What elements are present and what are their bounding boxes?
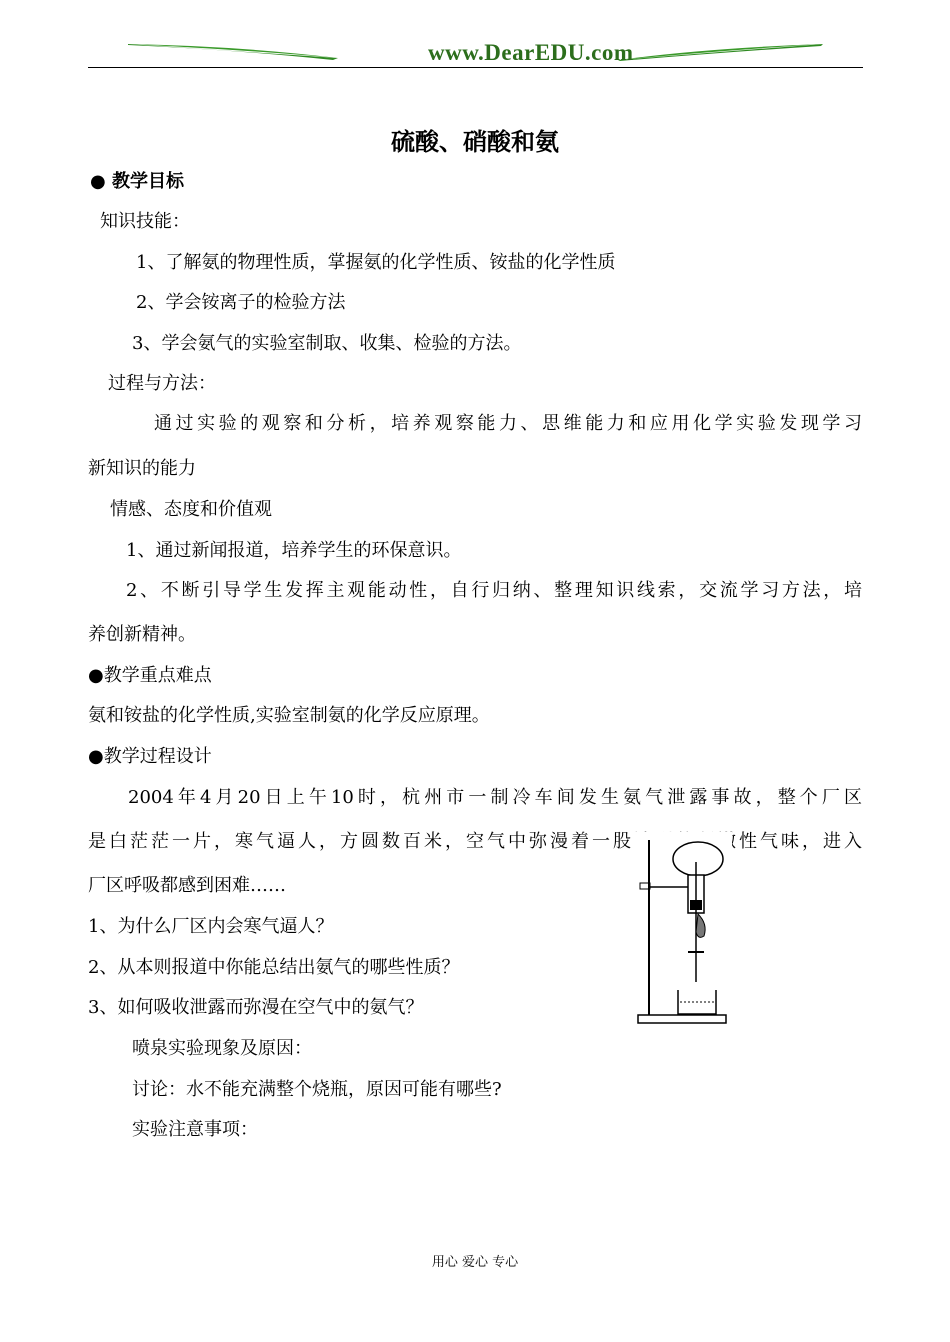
process-design-heading: ●教学过程设计 — [88, 746, 212, 767]
page-title: 硫酸、硝酸和氨 — [391, 128, 559, 156]
process-text: 通过实验的观察和分析，培养观察能力、思维能力和应用化学实验发现学习 — [154, 413, 862, 434]
fountain-label: 喷泉实验现象及原因： — [132, 1038, 312, 1059]
question-item: 1、为什么厂区内会寒气逼人？ — [88, 916, 334, 937]
objectives-heading: ● 教学目标 — [90, 171, 184, 192]
emotion-item-continued: 养创新精神。 — [88, 624, 196, 645]
emotion-label: 情感、态度和价值观 — [110, 499, 272, 520]
question-item: 3、如何吸收泄露而弥漫在空气中的氨气？ — [88, 997, 424, 1018]
site-logo[interactable]: www.DearEDU.com — [428, 40, 634, 65]
question-item: 2、从本则报道中你能总结出氨气的哪些性质？ — [88, 957, 460, 978]
emotion-item: 2、不断引导学生发挥主观能动性，自行归纳、整理知识线索，交流学习方法，培 — [126, 580, 862, 601]
knowledge-item: 1、了解氨的物理性质，掌握氨的化学性质、铵盐的化学性质 — [136, 252, 616, 273]
knowledge-item: 3、学会氨气的实验室制取、收集、检验的方法。 — [132, 333, 522, 354]
page-footer: 用心 爱心 专心 — [431, 1255, 519, 1270]
page-header — [88, 36, 863, 68]
notes-label: 实验注意事项： — [132, 1119, 258, 1140]
process-text-continued: 新知识的能力 — [88, 458, 196, 479]
news-paragraph: 2004年4月20日上午10时，杭州市一制冷车间发生氨气泄露事故，整个厂区 — [128, 787, 862, 808]
key-points-text: 氨和铵盐的化学性质,实验室制氨的化学反应原理。 — [88, 705, 490, 726]
knowledge-item: 2、学会铵离子的检验方法 — [136, 292, 346, 313]
news-paragraph: 厂区呼吸都感到困难…… — [88, 875, 286, 896]
news-paragraph: 是白茫茫一片，寒气逼人，方圆数百米，空气中弥漫着一股浓烈的刺激性气味，进入 — [88, 831, 862, 852]
process-label: 过程与方法： — [108, 373, 216, 394]
emotion-item: 1、通过新闻报道，培养学生的环保意识。 — [126, 540, 462, 561]
fountain-apparatus-figure — [632, 832, 732, 1027]
header-rule — [88, 67, 863, 68]
knowledge-label: 知识技能： — [100, 211, 190, 232]
key-points-heading: ●教学重点难点 — [88, 665, 212, 686]
discussion-label: 讨论：水不能充满整个烧瓶，原因可能有哪些? — [132, 1079, 502, 1100]
